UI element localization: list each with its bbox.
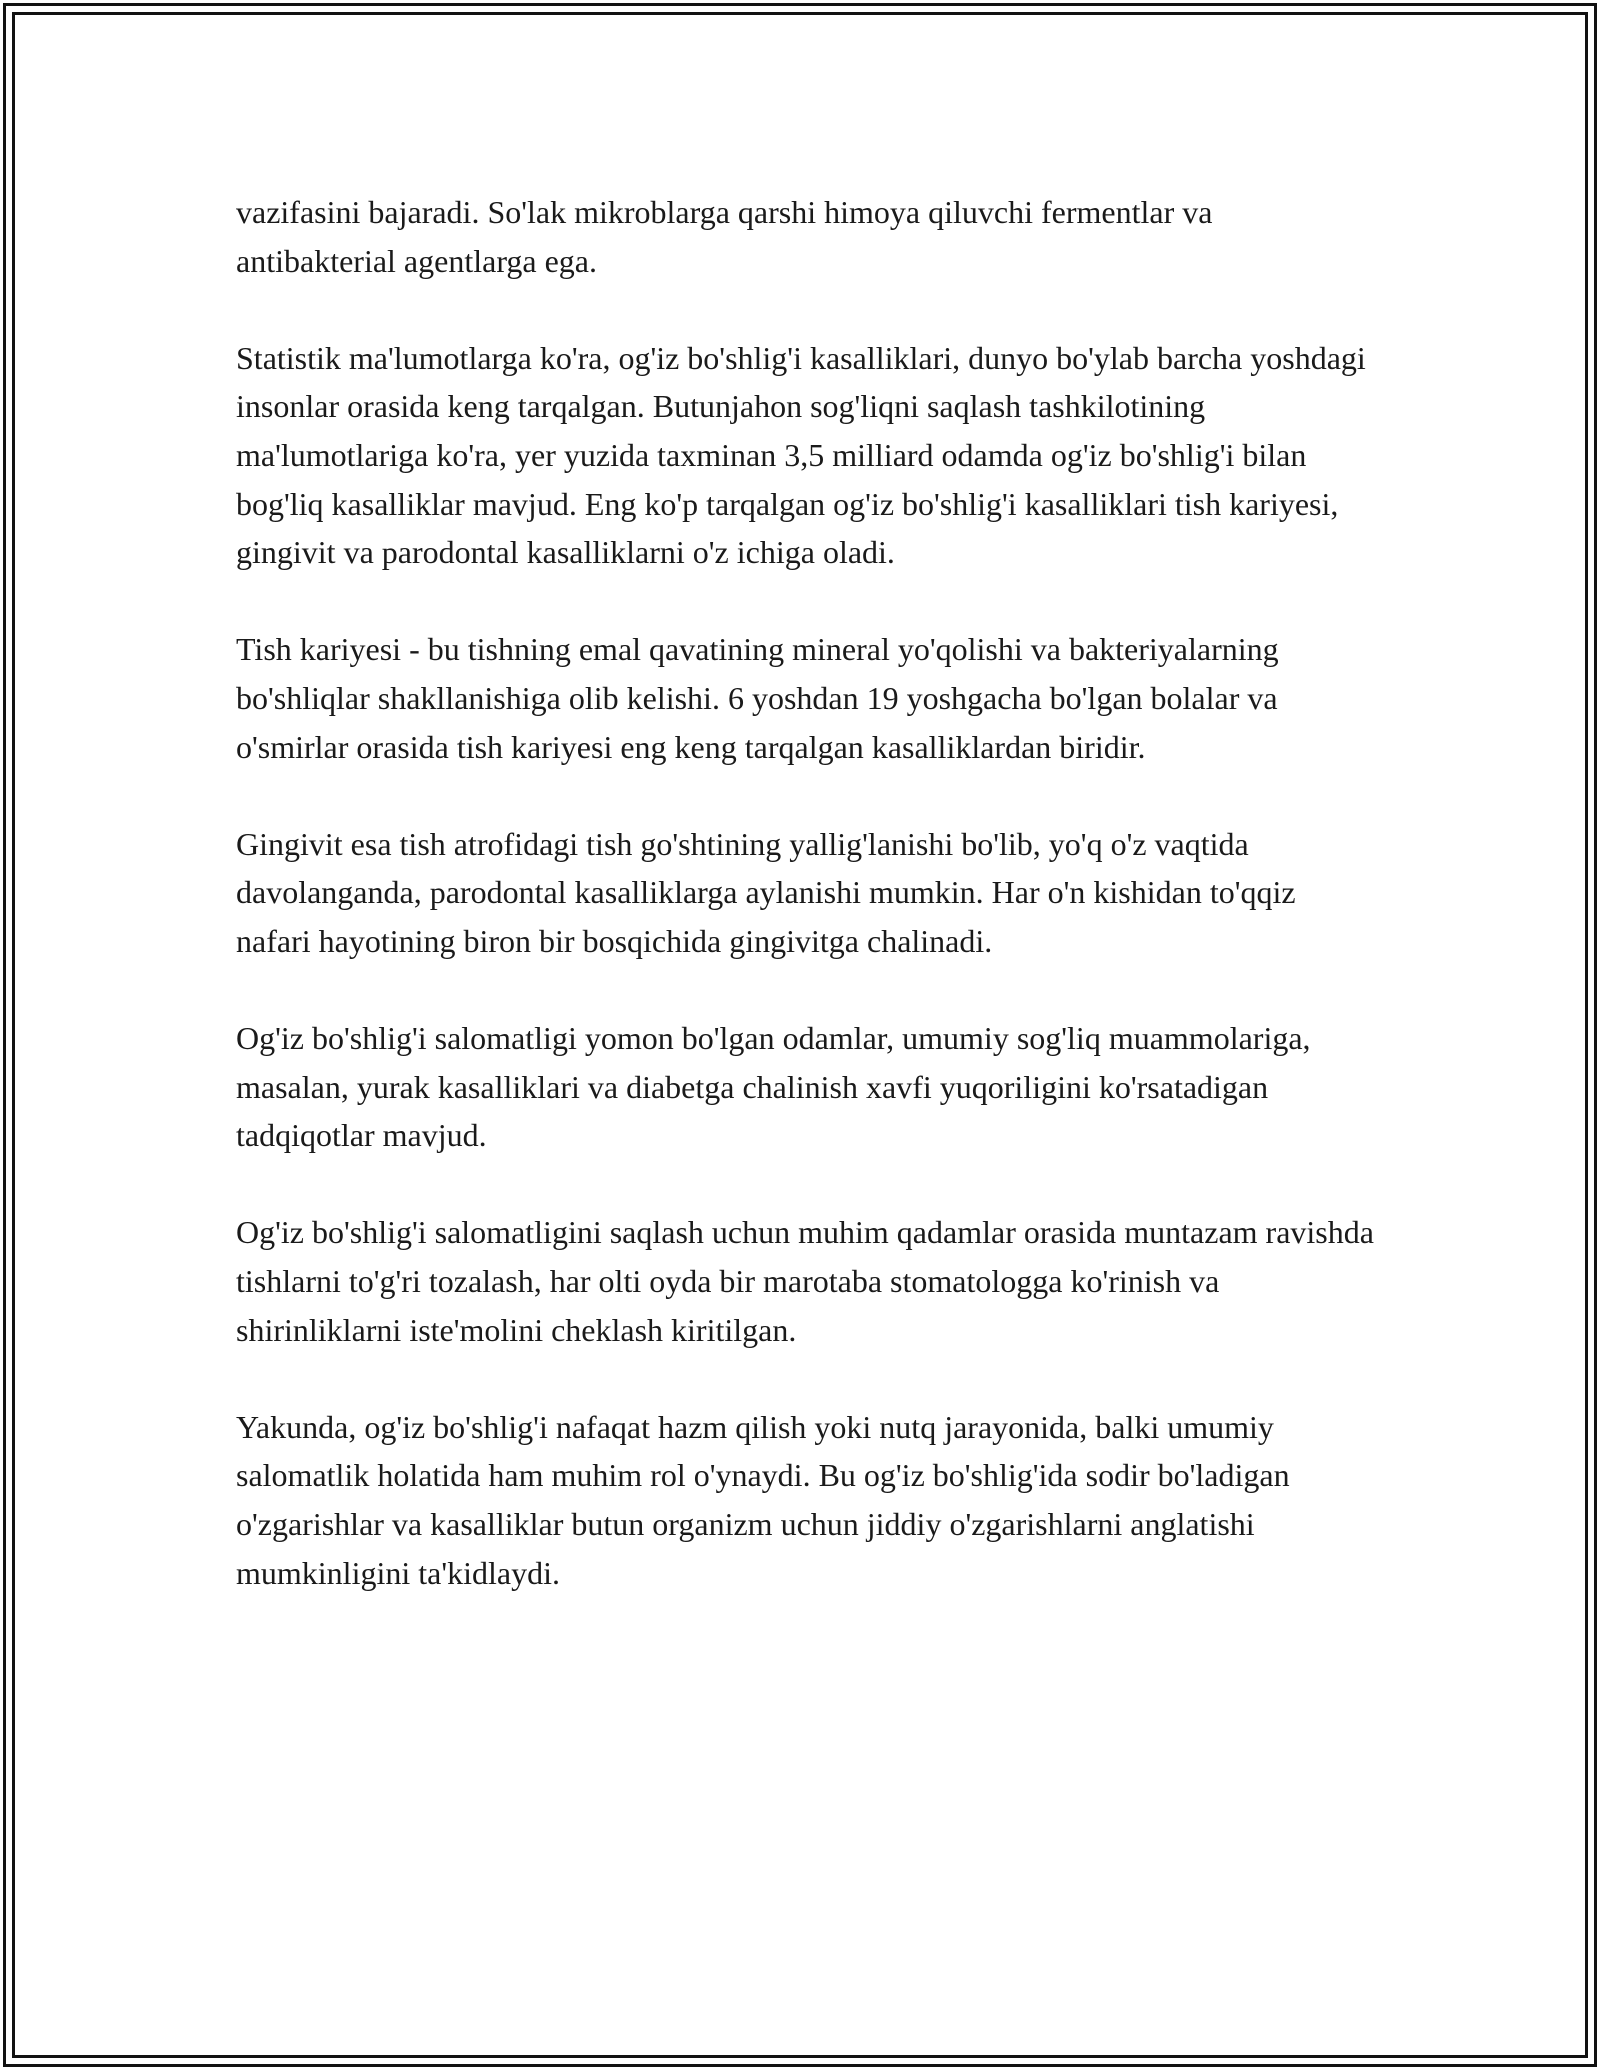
paragraph-gingivitis: Gingivit esa tish atrofidagi tish go'shtining yallig'lanishi bo'lib, yo'q o'z vaqtida davolanganda, parodontal kasalliklarga aylanishi mumkin. Har o'n kishidan to'qqiz nafari hayotining biron bir bosqichida gingivitga chalinadi. <box>236 825 1296 959</box>
paragraph-general-health: Og'iz bo'shlig'i salomatligi yomon bo'lgan odamlar, umumiy sog'liq muammolariga, masalan, yurak kasalliklari va diabetga chalinish xavfi yuqoriligini ko'rsatadigan tadqiqotlar mavjud. <box>236 1020 1311 1154</box>
paragraph-prevention: Og'iz bo'shlig'i salomatligini saqlash uchun muhim qadamlar orasida muntazam ravishda tishlarni to'g'ri tozalash, har olti oyda bir marotaba stomatologga ko'rinish va shirinliklarni iste'molini cheklash kiritilgan. <box>236 1214 1374 1348</box>
paragraph-saliva-function: vazifasini bajaradi. So'lak mikroblarga qarshi himoya qiluvchi fermentlar va antibakterial agentlarga ega. <box>236 194 1213 279</box>
paragraph-tooth-caries: Tish kariyesi - bu tishning emal qavatining mineral yo'qolishi va bakteriyalarning bo'shliqlar shakllanishiga olib kelishi. 6 yoshdan 19 yoshgacha bo'lgan bolalar va o'smirlar orasida tish kariyesi eng keng tarqalgan kasalliklardan biridir. <box>236 631 1279 765</box>
paragraph-conclusion: Yakunda, og'iz bo'shlig'i nafaqat hazm qilish yoki nutq jarayonida, balki umumiy salomatlik holatida ham muhim rol o'ynaydi. Bu og'iz bo'shlig'ida sodir bo'ladigan o'zgarishlar va kasalliklar butun organizm uchun jiddiy o'zgarishlarni anglatishi mumkinligini ta'kidlaydi. <box>236 1408 1290 1591</box>
paragraph-statistics: Statistik ma'lumotlarga ko'ra, og'iz bo'shlig'i kasalliklari, dunyo bo'ylab barcha yoshdagi insonlar orasida keng tarqalgan. Butunjahon sog'liqni saqlash tashkilotining ma'lumotlariga ko'ra, yer yuzida taxminan 3,5 milliard odamda og'iz bo'shlig'i bilan bog'liq kasalliklar mavjud. Eng ko'p tarqalgan og'iz bo'shlig'i kasalliklari tish kariyesi, gingivit va parodontal kasalliklarni o'z ichiga oladi. <box>236 339 1366 571</box>
document-body <box>236 188 1376 1597</box>
